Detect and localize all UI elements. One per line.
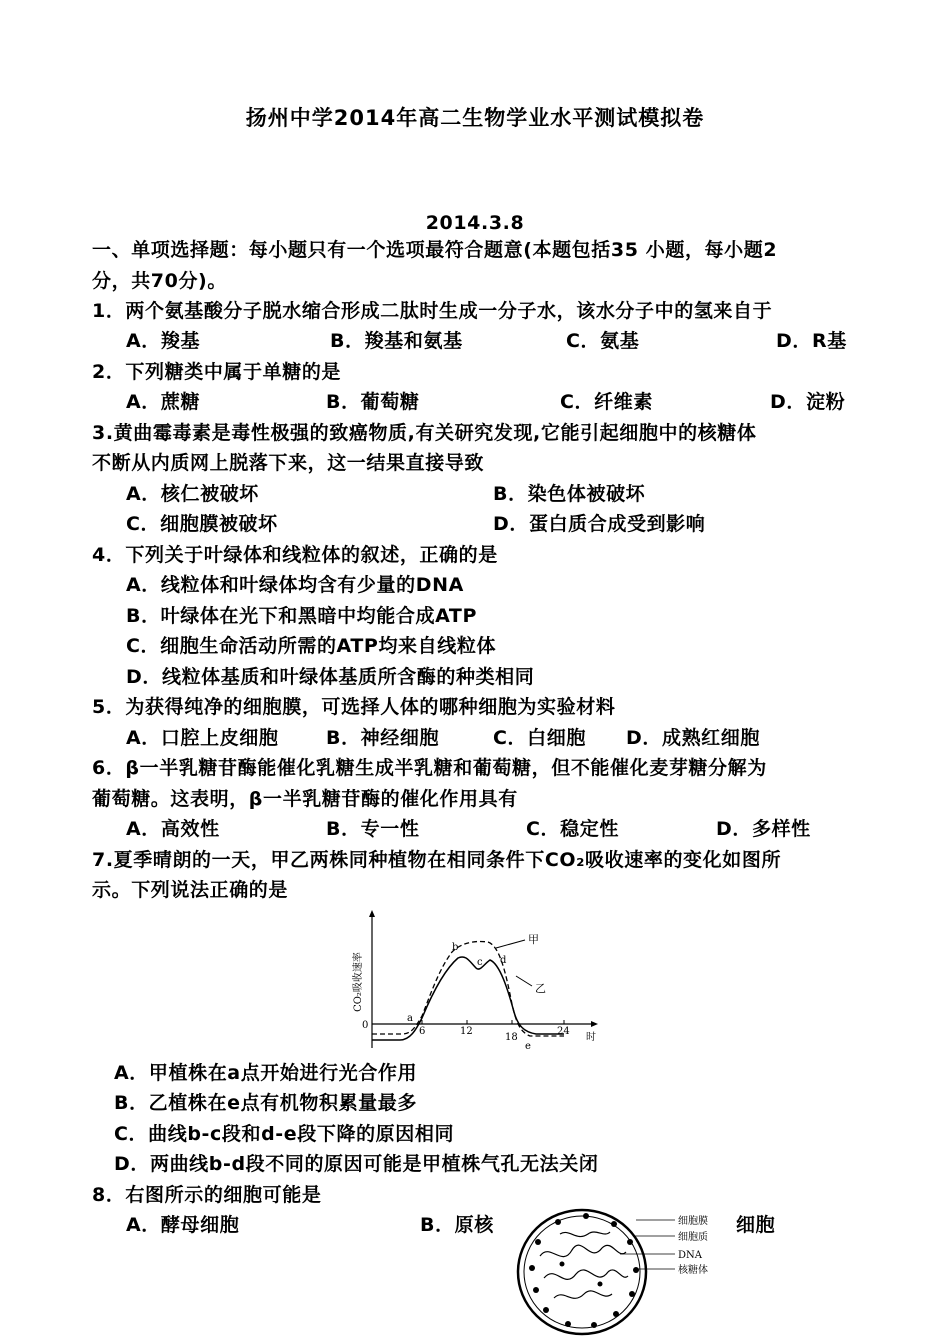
label-cytoplasm: 细胞质 bbox=[678, 1232, 708, 1243]
q5-option-b: B．神经细胞 bbox=[326, 727, 440, 749]
q3-stem-cont: 不断从内质网上脱落下来，这一结果直接导致 bbox=[92, 452, 485, 474]
q6-stem-cont: 葡萄糖。这表明，β一半乳糖苷酶的催化作用具有 bbox=[92, 788, 518, 810]
q2-stem: 2．下列糖类中属于单糖的是 bbox=[92, 361, 342, 383]
q7-co2-figure bbox=[340, 908, 610, 1058]
q2-option-a: A．蔗糖 bbox=[126, 391, 201, 413]
q1-option-d: D．R基 bbox=[776, 330, 847, 352]
q8-option-b: B．原核 bbox=[420, 1214, 494, 1236]
label-ribosome: 核糖体 bbox=[678, 1265, 708, 1276]
label-dna: DNA bbox=[678, 1250, 702, 1261]
tick-label: 12 bbox=[460, 1026, 473, 1037]
q5-option-d: D．成熟红细胞 bbox=[626, 727, 760, 749]
x-axis-arrow bbox=[591, 1021, 598, 1027]
q3-option-d: D．蛋白质合成受到影响 bbox=[493, 513, 706, 535]
point-b: b bbox=[452, 942, 459, 953]
q3-option-c: C．细胞膜被破坏 bbox=[126, 513, 278, 535]
point-d: d bbox=[500, 955, 507, 966]
q6-option-d: D．多样性 bbox=[716, 818, 811, 840]
q1-option-c: C．氨基 bbox=[566, 330, 640, 352]
q5-stem: 5．为获得纯净的细胞膜，可选择人体的哪种细胞为实验材料 bbox=[92, 696, 616, 718]
zero-label: 0 bbox=[362, 1020, 369, 1031]
q3-stem: 3.黄曲霉毒素是毒性极强的致癌物质,有关研究发现,它能引起细胞中的核糖体 bbox=[92, 422, 757, 444]
q7-stem: 7.夏季晴朗的一天，甲乙两株同种植物在相同条件下CO₂吸收速率的变化如图所 bbox=[92, 849, 782, 871]
dna-strands bbox=[540, 1232, 628, 1298]
q8-option-a: A．酵母细胞 bbox=[126, 1214, 240, 1236]
page-title: 扬州中学2014年高二生物学业水平测试模拟卷 bbox=[245, 106, 705, 130]
q6-option-a: A．高效性 bbox=[126, 818, 220, 840]
tick-label: 24 bbox=[557, 1026, 570, 1037]
q8-stem: 8．右图所示的细胞可能是 bbox=[92, 1184, 322, 1206]
legend-jia: 甲 bbox=[528, 933, 539, 946]
point-a: a bbox=[407, 1013, 413, 1024]
section-heading: 一、单项选择题：每小题只有一个选项最符合题意(本题包括35 小题，每小题2 bbox=[92, 239, 778, 261]
section-heading-cont: 分，共70分)。 bbox=[92, 270, 227, 292]
q7-option-c: C．曲线b-c段和d-e段下降的原因相同 bbox=[114, 1123, 455, 1145]
exam-date: 2014.3.8 bbox=[425, 212, 525, 234]
q4-stem: 4．下列关于叶绿体和线粒体的叙述，正确的是 bbox=[92, 544, 498, 566]
legend-yi: 乙 bbox=[535, 982, 546, 995]
q7-option-d: D．两曲线b-d段不同的原因可能是甲植株气孔无法关闭 bbox=[114, 1153, 599, 1175]
q3-option-a: A．核仁被破坏 bbox=[126, 483, 259, 505]
label-membrane: 细胞膜 bbox=[678, 1216, 708, 1227]
q2-option-d: D．淀粉 bbox=[770, 391, 846, 413]
q4-option-a: A．线粒体和叶绿体均含有少量的DNA bbox=[126, 574, 464, 596]
q6-option-b: B．专一性 bbox=[326, 818, 420, 840]
tick-label: 6 bbox=[419, 1026, 426, 1037]
point-c: c bbox=[477, 957, 483, 968]
q2-option-b: B．葡萄糖 bbox=[326, 391, 420, 413]
point-e: e bbox=[525, 1041, 531, 1052]
q8-option-b-cont: 细胞 bbox=[736, 1214, 776, 1236]
q4-option-b: B．叶绿体在光下和黑暗中均能合成ATP bbox=[126, 605, 477, 627]
q4-option-c: C．细胞生命活动所需的ATP均来自线粒体 bbox=[126, 635, 497, 657]
q7-option-b: B．乙植株在e点有机物积累量最多 bbox=[114, 1092, 417, 1114]
q6-stem: 6．β一半乳糖苷酶能催化乳糖生成半乳糖和葡萄糖，但不能催化麦芽糖分解为 bbox=[92, 757, 767, 779]
q7-option-a: A．甲植株在a点开始进行光合作用 bbox=[114, 1062, 418, 1084]
q3-option-b: B．染色体被破坏 bbox=[493, 483, 646, 505]
q1-option-b: B．羧基和氨基 bbox=[330, 330, 463, 352]
q5-option-a: A．口腔上皮细胞 bbox=[126, 727, 279, 749]
q5-option-c: C．白细胞 bbox=[493, 727, 586, 749]
q1-stem: 1．两个氨基酸分子脱水缩合形成二肽时生成一分子水，该水分子中的氢来自于 bbox=[92, 300, 773, 322]
q1-option-a: A．羧基 bbox=[126, 330, 201, 352]
tick-label: 18 bbox=[505, 1032, 518, 1043]
q2-option-c: C．纤维素 bbox=[560, 391, 653, 413]
q4-option-d: D．线粒体基质和叶绿体基质所含酶的种类相同 bbox=[126, 666, 535, 688]
y-axis-label: CO₂吸收速率 bbox=[353, 952, 364, 1012]
q7-stem-cont: 示。下列说法正确的是 bbox=[92, 879, 289, 901]
y-axis-arrow bbox=[369, 910, 375, 917]
cell-membrane bbox=[518, 1210, 646, 1334]
q8-cell-figure bbox=[510, 1198, 730, 1344]
x-axis-label: 时 bbox=[586, 1032, 596, 1043]
q6-option-c: C．稳定性 bbox=[526, 818, 619, 840]
